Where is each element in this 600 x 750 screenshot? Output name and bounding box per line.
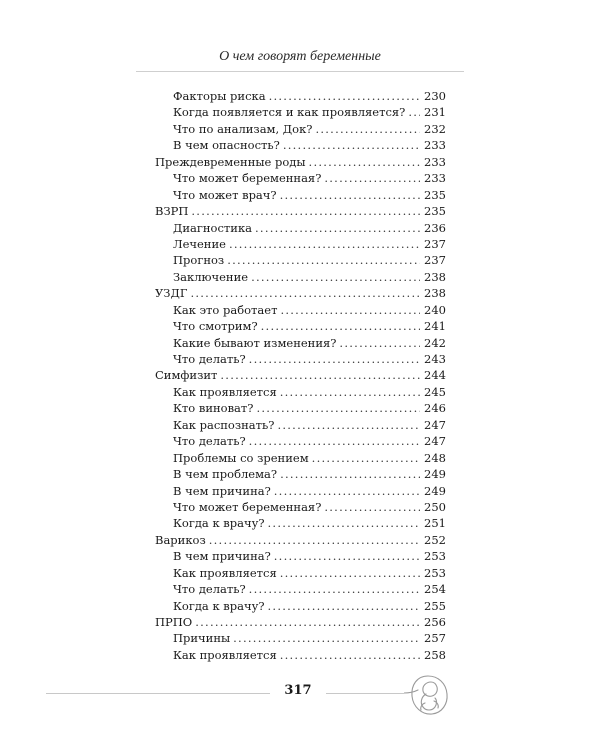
toc-entry-title: Лечение xyxy=(173,236,226,251)
toc-entry xyxy=(155,302,446,318)
toc-entry xyxy=(155,532,446,548)
toc-entry-page: 242 xyxy=(424,335,446,350)
toc-entry-title: Как это работает xyxy=(173,302,278,317)
toc-entry-page: 246 xyxy=(424,401,446,416)
dot-leader xyxy=(324,170,420,186)
footer-rule-right xyxy=(326,693,404,694)
toc-entry-title: Факторы риска xyxy=(173,89,266,103)
toc-entry xyxy=(155,433,446,449)
toc-entry xyxy=(155,154,446,170)
dot-leader xyxy=(277,417,420,433)
toc-entry-title: Когда к врачу? xyxy=(173,598,265,613)
toc-entry xyxy=(155,565,446,581)
toc-entry xyxy=(155,88,446,104)
toc-entry-title: Когда появляется и как проявляется? xyxy=(173,105,406,120)
toc-entry-page: 252 xyxy=(424,532,446,547)
toc-entry-page: 233 xyxy=(424,138,446,153)
toc-entry xyxy=(155,450,446,466)
toc-entry-title: Что делать? xyxy=(173,582,246,597)
dot-leader xyxy=(227,252,420,268)
running-title: О чем говорят беременные xyxy=(219,49,381,64)
toc-entry-title: Когда к врачу? xyxy=(173,516,265,531)
toc-entry xyxy=(155,104,446,120)
toc-entry xyxy=(155,466,446,482)
toc-entry-title: В чем проблема? xyxy=(173,467,278,482)
toc-entry-title: Что может беременная? xyxy=(173,499,322,514)
toc-entry-page: 237 xyxy=(424,236,446,251)
toc-entry-title: Что может врач? xyxy=(173,187,277,202)
dot-leader xyxy=(249,581,420,597)
toc-entry xyxy=(155,483,446,499)
dot-leader xyxy=(249,351,420,367)
toc-entry-title: Кто виноват? xyxy=(173,401,254,416)
dot-leader xyxy=(195,614,420,630)
dot-leader xyxy=(280,466,420,482)
dot-leader xyxy=(249,433,420,449)
toc-entry-page: 251 xyxy=(424,516,446,531)
toc-entry-page: 235 xyxy=(424,204,446,219)
dot-leader xyxy=(269,88,420,104)
toc-entry xyxy=(155,598,446,614)
toc-entry-title: Что делать? xyxy=(173,434,246,449)
toc-entry xyxy=(155,647,446,663)
toc-entry-page: 233 xyxy=(424,154,446,169)
toc-entry-page: 231 xyxy=(424,105,446,120)
toc-entry-title: Что делать? xyxy=(173,352,246,366)
toc-entry-title: Заключение xyxy=(173,269,249,284)
dot-leader xyxy=(339,335,420,351)
toc-entry xyxy=(155,170,446,186)
toc-entry xyxy=(155,252,446,268)
toc-entry-page: 257 xyxy=(424,631,446,646)
dot-leader xyxy=(220,367,420,383)
toc-entry xyxy=(155,614,446,630)
dot-leader xyxy=(309,154,421,170)
dot-leader xyxy=(233,630,420,646)
toc-entry-title: Что по анализам, Док? xyxy=(173,121,313,136)
dot-leader xyxy=(255,220,420,236)
toc-entry xyxy=(155,417,446,433)
toc-entry-title: Что смотрим? xyxy=(173,319,258,334)
toc-entry-title: Прогноз xyxy=(173,253,225,268)
fetus-ornament-icon xyxy=(404,670,452,720)
toc-entry-title: Какие бывают изменения? xyxy=(173,335,337,350)
toc-entry-page: 249 xyxy=(424,467,446,482)
toc-entry-title: В чем опасность? xyxy=(173,138,280,153)
toc-entry-title: В чем причина? xyxy=(173,483,271,498)
toc-entry-title: Как проявляется xyxy=(173,384,277,399)
toc-entry-title: Как проявляется xyxy=(173,647,277,662)
dot-leader xyxy=(280,302,420,318)
toc-entry xyxy=(155,220,446,236)
dot-leader xyxy=(274,548,420,564)
toc-entry-page: 230 xyxy=(424,89,446,103)
toc-entry-page: 232 xyxy=(424,121,446,136)
dot-leader xyxy=(268,515,421,531)
dot-leader xyxy=(268,598,421,614)
toc-entry-title: Диагностика xyxy=(173,220,252,235)
dot-leader xyxy=(209,532,420,548)
toc-entry-page: 244 xyxy=(424,368,446,383)
toc-entry-page: 241 xyxy=(424,319,446,334)
dot-leader xyxy=(315,121,420,137)
dot-leader xyxy=(312,450,420,466)
dot-leader xyxy=(251,269,420,285)
dot-leader xyxy=(191,203,420,219)
toc-entry-title: Преждевременные роды xyxy=(155,154,306,169)
dot-leader xyxy=(190,285,420,301)
toc-entry xyxy=(155,335,446,351)
toc-entry-page: 245 xyxy=(424,384,446,399)
toc-entry-page: 247 xyxy=(424,417,446,432)
toc-entry xyxy=(155,630,446,646)
toc-entry-page: 256 xyxy=(424,615,446,629)
dot-leader xyxy=(283,137,420,153)
toc-entry-page: 235 xyxy=(424,187,446,202)
dot-leader xyxy=(280,647,420,663)
toc-entry-page: 238 xyxy=(424,286,446,301)
toc-entry-page: 233 xyxy=(424,171,446,186)
table-of-contents xyxy=(155,88,446,663)
toc-entry xyxy=(155,384,446,400)
toc-entry xyxy=(155,285,446,301)
dot-leader xyxy=(280,384,420,400)
toc-entry xyxy=(155,351,446,367)
toc-entry-title: Варикоз xyxy=(155,532,206,547)
toc-entry xyxy=(155,236,446,252)
toc-entry xyxy=(155,400,446,416)
dot-leader xyxy=(229,236,420,252)
toc-entry-page: 249 xyxy=(424,483,446,498)
toc-entry-title: УЗДГ xyxy=(155,286,188,301)
toc-entry xyxy=(155,499,446,515)
footer-rule-left xyxy=(46,693,270,694)
toc-entry-title: Проблемы со зрением xyxy=(173,450,309,465)
toc-entry-title: Симфизит xyxy=(155,368,218,383)
toc-entry-title: Что может беременная? xyxy=(173,171,322,186)
toc-entry-page: 255 xyxy=(424,598,446,613)
dot-leader xyxy=(256,400,420,416)
toc-entry-title: ПРПО xyxy=(155,615,193,629)
toc-entry xyxy=(155,187,446,203)
toc-entry-page: 236 xyxy=(424,220,446,235)
toc-entry-title: В чем причина? xyxy=(173,549,271,564)
page-number: 317 xyxy=(284,683,312,698)
toc-entry-page: 253 xyxy=(424,549,446,564)
dot-leader xyxy=(261,318,420,334)
dot-leader xyxy=(324,499,420,515)
toc-entry-page: 253 xyxy=(424,565,446,580)
toc-entry xyxy=(155,137,446,153)
toc-entry-page: 240 xyxy=(424,302,446,317)
toc-entry xyxy=(155,367,446,383)
toc-entry-page: 258 xyxy=(424,647,446,662)
toc-entry-page: 247 xyxy=(424,434,446,449)
header-rule xyxy=(136,71,464,72)
toc-entry xyxy=(155,515,446,531)
dot-leader xyxy=(280,565,420,581)
toc-entry xyxy=(155,203,446,219)
toc-entry xyxy=(155,269,446,285)
dot-leader xyxy=(274,483,420,499)
toc-entry-title: ВЗРП xyxy=(155,204,189,219)
dot-leader xyxy=(408,104,420,120)
toc-entry-page: 250 xyxy=(424,499,446,514)
toc-entry-page: 238 xyxy=(424,269,446,284)
toc-entry xyxy=(155,318,446,334)
toc-entry-title: Как распознать? xyxy=(173,417,275,432)
toc-entry-page: 248 xyxy=(424,450,446,465)
toc-entry-page: 237 xyxy=(424,253,446,268)
toc-entry-title: Причины xyxy=(173,631,231,646)
toc-entry-page: 243 xyxy=(424,352,446,366)
dot-leader xyxy=(280,187,420,203)
toc-entry-page: 254 xyxy=(424,582,446,597)
toc-entry xyxy=(155,581,446,597)
toc-entry xyxy=(155,121,446,137)
toc-entry xyxy=(155,548,446,564)
toc-entry-title: Как проявляется xyxy=(173,565,277,580)
